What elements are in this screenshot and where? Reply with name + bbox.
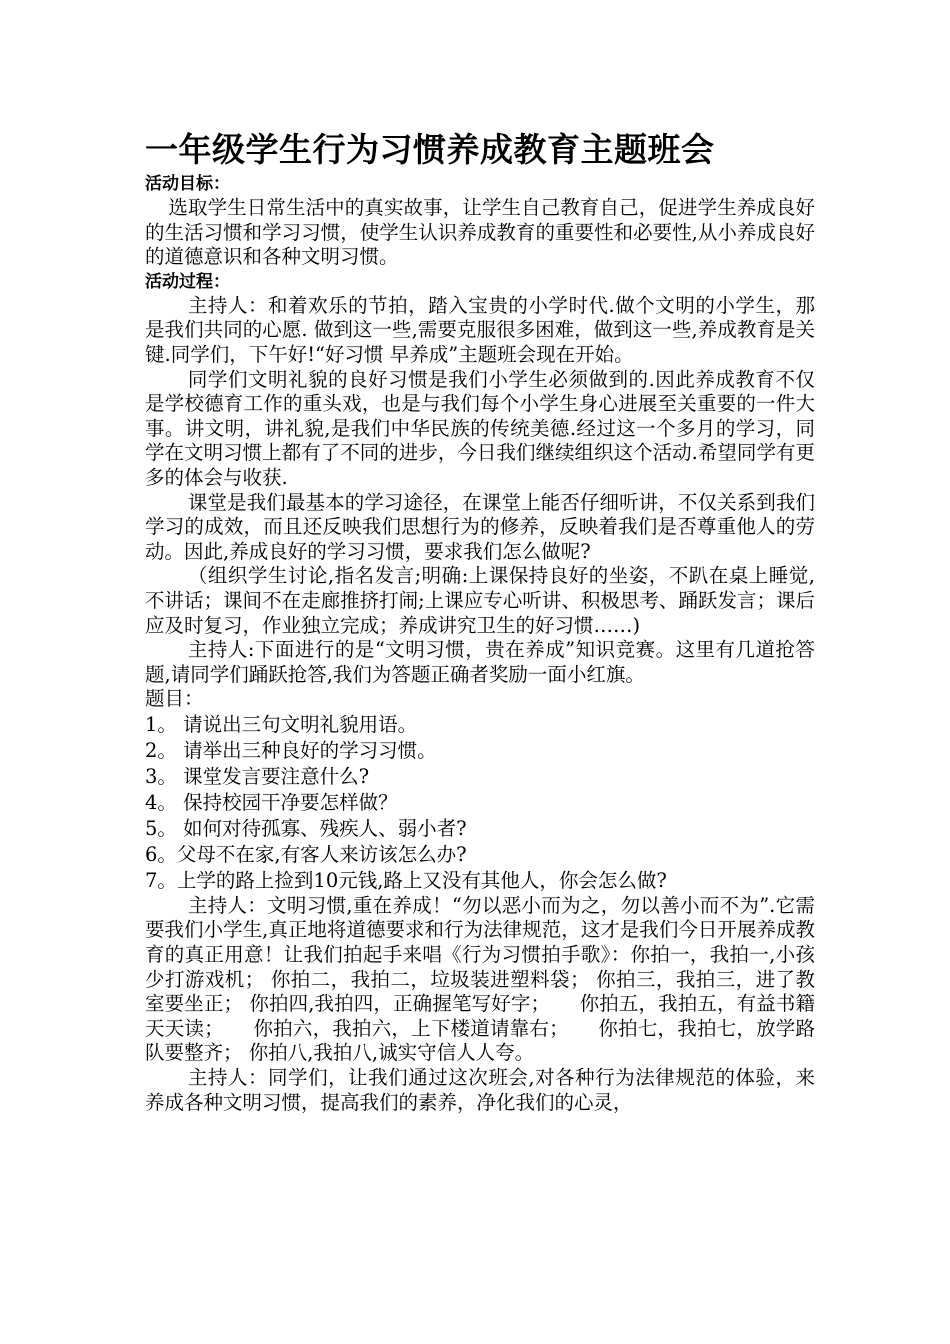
question-item: 5。 如何对待孤寡、残疾人、弱小者? <box>145 816 467 840</box>
quiz-intro-paragraph: 主持人:下面进行的是“文明习惯，贵在养成”知识竞赛。这里有几道抢答题,请同学们踊跃抢答,我们为答题正确者奖励一面小红旗。 <box>145 638 815 686</box>
host-opening-paragraph: 主持人：和着欢乐的节拍，踏入宝贵的小学时代.做个文明的小学生，那是我们共同的心愿. 做到这一些,需要克服很多困难，做到这一些,养成教育是关键.同学们，下午好!“好习惯 早养成”主题班会现在开始。 <box>145 293 815 366</box>
goal-paragraph: 选取学生日常生活中的真实故事，让学生自己教育自己，促进学生养成良好的生活习惯和学习习惯，使学生认识养成教育的重要性和必要性,从小养成良好的道德意识和各种文明习惯。 <box>145 196 815 269</box>
question-item: 1。 请说出三句文明礼貌用语。 <box>145 712 418 736</box>
clapping-song-paragraph: 主持人：文明习惯,重在养成！“勿以恶小而为之，勿以善小而不为”.它需要我们小学生,真正地将道德要求和行为法律规范，这才是我们今日开展养成教育的真正用意！让我们拍起手来唱《行为习惯拍手歌》：你拍一，我拍一,小孩少打游戏机； 你拍二，我拍二，垃圾装进塑料袋； 你拍三，我拍三，进了教室要坐正； 你拍四,我拍四，正确握笔写好字； 你拍五，我拍五，有益书籍天天读； 你拍六，我拍六，上下楼道请靠右； 你拍七，我拍七，放学路队要整齐； 你拍八,我拍八,诚实守信人人夸。 <box>145 893 815 1065</box>
question-item: 7。上学的路上捡到10元钱,路上又没有其他人，你会怎么做? <box>145 868 667 892</box>
classroom-paragraph: 课堂是我们最基本的学习途径，在课堂上能否仔细听讲，不仅关系到我们学习的成效，而且还反映我们思想行为的修养，反映着我们是否尊重他人的劳动。因此,养成良好的学习习惯，要求我们怎么做呢? <box>145 490 815 563</box>
question-item: 3。 课堂发言要注意什么? <box>145 764 370 788</box>
goal-heading: 活动目标： <box>145 174 230 194</box>
discussion-paragraph: （组织学生讨论,指名发言;明确:上课保持良好的坐姿，不趴在桌上睡觉,不讲话；课间不在走廊推挤打闹;上课应专心听讲、积极思考、踊跃发言；课后应及时复习，作业独立完成；养成讲究卫生的好习惯……) <box>145 564 815 637</box>
closing-paragraph: 主持人：同学们，让我们通过这次班会,对各种行为法律规范的体验，来养成各种文明习惯，提高我们的素养，净化我们的心灵， <box>145 1066 815 1114</box>
question-item: 4。 保持校园干净要怎样做？ <box>145 790 398 814</box>
questions-label: 题目： <box>145 687 204 711</box>
question-item: 6。父母不在家,有客人来访该怎么办? <box>145 842 467 866</box>
question-list <box>145 712 815 894</box>
question-item: 2。 请举出三种良好的学习习惯。 <box>145 738 437 762</box>
document-title: 一年级学生行为习惯养成教育主题班会 <box>145 130 715 169</box>
process-heading: 活动过程： <box>145 271 230 292</box>
document-page <box>145 128 815 1115</box>
manners-paragraph: 同学们文明礼貌的良好习惯是我们小学生必须做到的.因此养成教育不仅是学校德育工作的重头戏，也是与我们每个小学生身心进展至关重要的一件大事。讲文明，讲礼貌,是我们中华民族的传统美德.经过这一个多月的学习，同学在文明习惯上都有了不同的进步，今日我们继续组织这个活动.希望同学有更多的体会与收获. <box>145 367 815 489</box>
